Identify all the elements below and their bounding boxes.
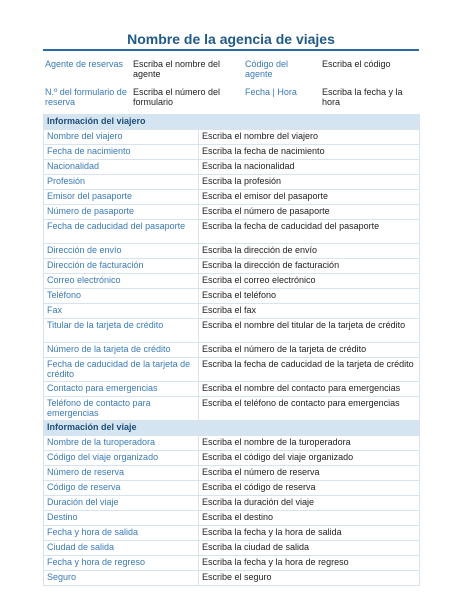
section-heading: Información del viaje (44, 421, 420, 436)
field-value[interactable]: Escriba la fecha de caducidad de la tarjeta de crédito (199, 358, 420, 382)
field-label: Dirección de facturación (44, 259, 199, 274)
table-row (44, 466, 420, 481)
agency-title: Nombre de la agencia de viajes (127, 31, 335, 47)
field-label: Número de la tarjeta de crédito (44, 343, 199, 358)
table-row (44, 289, 420, 304)
table-row (44, 274, 420, 289)
field-value[interactable]: Escriba la dirección de envío (199, 244, 420, 259)
field-value[interactable]: Escriba la fecha de nacimiento (199, 145, 420, 160)
field-value[interactable]: Escriba el fax (199, 304, 420, 319)
field-label: Profesión (44, 175, 199, 190)
field-label: Número de pasaporte (44, 205, 199, 220)
field-value[interactable]: Escriba el número de pasaporte (199, 205, 420, 220)
field-label: Fax (44, 304, 199, 319)
field-value[interactable]: Escriba el código del viaje organizado (199, 451, 420, 466)
table-row (44, 358, 420, 382)
table-row (44, 571, 420, 586)
field-value[interactable]: Escriba la dirección de facturación (199, 259, 420, 274)
agent-code-field[interactable]: Escriba el código (322, 59, 391, 69)
table-row (44, 319, 420, 343)
field-value[interactable]: Escriba el código de reserva (199, 481, 420, 496)
section-header (44, 115, 420, 130)
field-value[interactable]: Escriba el nombre del titular de la tarjeta de crédito (199, 319, 420, 343)
table-body (44, 115, 420, 586)
document-page (43, 30, 419, 115)
field-value[interactable]: Escriba la fecha y la hora de regreso (199, 556, 420, 571)
table-row (44, 160, 420, 175)
table-row (44, 190, 420, 205)
booking-agent-field[interactable]: Escriba el nombre del agente (133, 59, 221, 79)
table-row (44, 511, 420, 526)
table-row (44, 451, 420, 466)
booking-info-row (43, 87, 419, 115)
field-label: Fecha de caducidad del pasaporte (44, 220, 199, 244)
field-label: Fecha de nacimiento (44, 145, 199, 160)
field-label: Fecha de caducidad de la tarjeta de crédito (44, 358, 199, 382)
field-value[interactable]: Escriba la nacionalidad (199, 160, 420, 175)
field-value[interactable]: Escriba la fecha y la hora de salida (199, 526, 420, 541)
table-row (44, 541, 420, 556)
table-row (44, 244, 420, 259)
field-label: Correo electrónico (44, 274, 199, 289)
field-value[interactable]: Escriba la ciudad de salida (199, 541, 420, 556)
field-label: Nombre de la turoperadora (44, 436, 199, 451)
table-row (44, 526, 420, 541)
table-row (44, 220, 420, 244)
field-value[interactable]: Escriba el correo electrónico (199, 274, 420, 289)
date-time-label: Fecha | Hora (245, 87, 297, 97)
table-row (44, 382, 420, 397)
table-row (44, 304, 420, 319)
field-label: Titular de la tarjeta de crédito (44, 319, 199, 343)
field-value[interactable]: Escriba el número de la tarjeta de crédito (199, 343, 420, 358)
table-row (44, 436, 420, 451)
table-row (44, 205, 420, 220)
field-label: Teléfono de contacto para emergencias (44, 397, 199, 421)
table-row (44, 145, 420, 160)
section-header (44, 421, 420, 436)
field-label: Fecha y hora de regreso (44, 556, 199, 571)
table-row (44, 481, 420, 496)
table-row (44, 397, 420, 421)
field-label: Código del viaje organizado (44, 451, 199, 466)
date-time-field[interactable]: Escriba la fecha y la hora (322, 87, 403, 107)
table-row (44, 175, 420, 190)
field-value[interactable]: Escriba el número de reserva (199, 466, 420, 481)
form-number-label: N.º del formulario de reserva (45, 87, 127, 107)
table-row (44, 556, 420, 571)
booking-info-table (43, 59, 419, 115)
field-label: Ciudad de salida (44, 541, 199, 556)
field-value[interactable]: Escriba la fecha de caducidad del pasaporte (199, 220, 420, 244)
field-label: Dirección de envío (44, 244, 199, 259)
field-value[interactable]: Escriba el emisor del pasaporte (199, 190, 420, 205)
field-label: Nombre del viajero (44, 130, 199, 145)
booking-agent-label: Agente de reservas (45, 59, 124, 69)
table-row (44, 343, 420, 358)
field-label: Número de reserva (44, 466, 199, 481)
traveler-trip-table (43, 114, 420, 586)
field-label: Emisor del pasaporte (44, 190, 199, 205)
field-value[interactable]: Escriba el nombre del contacto para emergencias (199, 382, 420, 397)
table-row (44, 259, 420, 274)
form-number-field[interactable]: Escriba el número del formulario (133, 87, 221, 107)
field-value[interactable]: Escribe el seguro (199, 571, 420, 586)
table-row (44, 496, 420, 511)
agent-code-label: Código del agente (245, 59, 289, 79)
field-label: Seguro (44, 571, 199, 586)
field-value[interactable]: Escriba la profesión (199, 175, 420, 190)
field-value[interactable]: Escriba el nombre de la turoperadora (199, 436, 420, 451)
field-label: Código de reserva (44, 481, 199, 496)
field-value[interactable]: Escriba el nombre del viajero (199, 130, 420, 145)
title-rule (43, 49, 419, 51)
field-value[interactable]: Escriba el destino (199, 511, 420, 526)
table-row (44, 130, 420, 145)
section-heading: Información del viajero (44, 115, 420, 130)
field-label: Nacionalidad (44, 160, 199, 175)
field-label: Teléfono (44, 289, 199, 304)
field-label: Destino (44, 511, 199, 526)
field-value[interactable]: Escriba el teléfono de contacto para emergencias (199, 397, 420, 421)
field-label: Fecha y hora de salida (44, 526, 199, 541)
field-label: Duración del viaje (44, 496, 199, 511)
field-value[interactable]: Escriba el teléfono (199, 289, 420, 304)
field-label: Contacto para emergencias (44, 382, 199, 397)
booking-info-row (43, 59, 419, 87)
field-value[interactable]: Escriba la duración del viaje (199, 496, 420, 511)
